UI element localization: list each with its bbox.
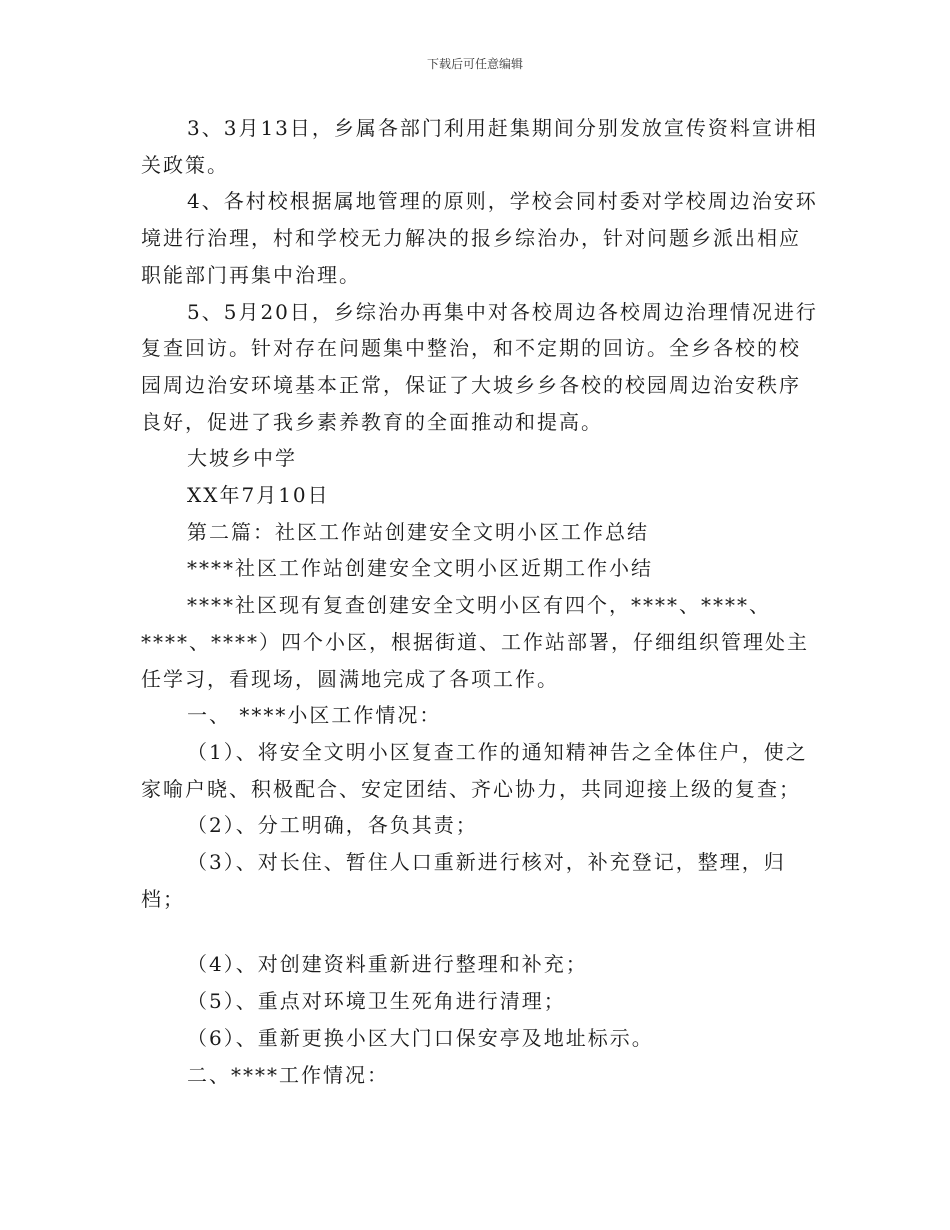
document-body [141,110,821,1093]
list-item-5: （5）、重点对环境卫生死角进行清理； [187,989,566,1014]
list-item-3: （3）、对长住、暂住人口重新进行核对，补充登记，整理，归档； [141,850,786,911]
section-subtitle: ****社区工作站创建安全文明小区近期工作小结 [187,556,653,581]
paragraph-item-3: 3、3月13日，乡属各部门利用赶集期间分别发放宣传资料宣讲相关政策。 [141,116,818,177]
intro-paragraph: ****社区现有复查创建安全文明小区有四个，****、****、****、****）四个小区，根据街道、工作站部署，仔细组织管理处主任学习，看现场，圆满地完成了各项工作。 [141,593,809,691]
signature-school: 大坡乡中学 [187,446,297,471]
list-item-4: （4）、对创建资料重新进行整理和补充； [187,952,588,977]
heading-part-one: 一、 ****小区工作情况： [187,703,442,728]
heading-part-two: 二、****工作情况： [187,1062,389,1087]
list-item-6: （6）、重新更换小区大门口保安亭及地址标示。 [187,1025,654,1050]
list-item-2: （2）、分工明确，各负其责； [187,813,478,838]
section-title: 第二篇：社区工作站创建安全文明小区工作总结 [187,519,649,544]
list-item-1: （1）、将安全文明小区复查工作的通知精神告之全体住户，使之家喻户晓、积极配合、安定团结、齐心协力，共同迎接上级的复查； [141,739,808,801]
signature-date: XX年7月10日 [187,483,330,508]
paragraph-item-4: 4、各村校根据属地管理的原则，学校会同村委对学校周边治安环境进行治理，村和学校无力解决的报乡综治办，针对问题乡派出相应职能部门再集中治理。 [141,189,818,287]
paragraph-item-5: 5、5月20日，乡综治办再集中对各校周边各校周边治理情况进行复查回访。针对存在问题集中整治，和不定期的回访。全乡各校的校园周边治安环境基本正常，保证了大坡乡乡各校的校园周边治安秩序良好，促进了我乡素养教育的全面推动和提高。 [141,299,818,434]
page-header: 下载后可任意编辑 [426,57,523,71]
